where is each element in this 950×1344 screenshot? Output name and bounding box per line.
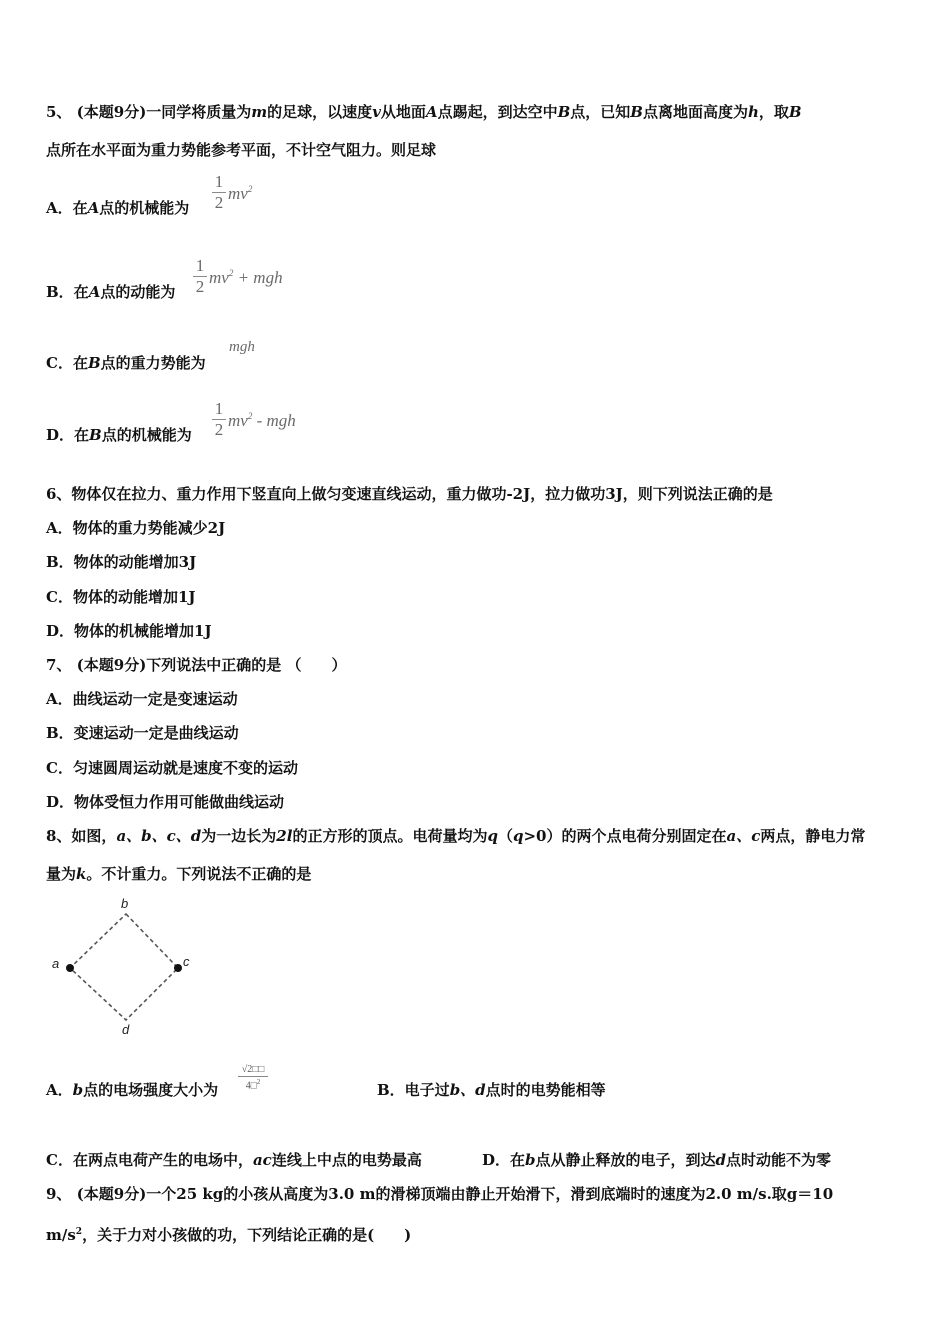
q8-option-b: B．电子过b、d点时的电势能相等 (377, 1081, 606, 1099)
vertex-label-b: b (121, 896, 129, 911)
q8-option-c: C．在两点电荷产生的电场中，ac连线上中点的电势最高 (46, 1151, 422, 1169)
charge-at-a (66, 964, 74, 972)
q7-option-c: C．匀速圆周运动就是速度不变的运动 (46, 759, 298, 777)
q8-stem-line1: 8、如图，a、b、c、d为一边长为2l的正方形的顶点。电荷量均为q（q>0）的两个点电荷分别固定在a、c两点，静电力常 (46, 827, 866, 845)
q5-option-d-expr: $mv^2$ - mgh (228, 411, 296, 430)
q6-option-d: D．物体的机械能增加1J (46, 622, 212, 640)
q5-option-a-expr: $mv^2$ (228, 184, 253, 203)
q5-option-d: D．在B点的机械能为 (46, 426, 192, 444)
q7-option-d: D．物体受恒力作用可能做曲线运动 (46, 793, 285, 811)
q5-option-b: B．在A点的动能为 (46, 283, 176, 301)
q7-stem: 7、 (本题9分)下列说法中正确的是 （ ） (46, 656, 347, 674)
q5-option-a: A．在A点的机械能为 (46, 199, 190, 217)
q6-option-b: B．物体的动能增加3J (46, 553, 197, 571)
q9-stem-line2: $m/s^2$，关于力对小孩做的功，下列结论正确的是( ) (46, 1226, 412, 1244)
vertex-label-a: a (52, 956, 60, 971)
vertex-label-c: c (183, 954, 190, 969)
q8-option-a: A．b点的电场强度大小为 (46, 1081, 219, 1099)
square-outline (70, 914, 178, 1020)
q6-stem: 6、物体仅在拉力、重力作用下竖直向上做匀变速直线运动，重力做功-2J，拉力做功3J，则下列说法正确的是 (46, 485, 773, 503)
square-charges-diagram (44, 892, 204, 1042)
q7-option-a: A．曲线运动一定是变速运动 (46, 690, 238, 708)
q6-option-a: A．物体的重力势能减少2J (46, 519, 226, 537)
q5-option-b-fraction: 1 2 (193, 257, 207, 296)
q5-option-d-fraction: 1 2 (212, 400, 226, 439)
q5-option-c-expr: mgh (229, 339, 255, 355)
q6-option-c: C．物体的动能增加1J (46, 588, 196, 606)
q8-option-a-fraction: √2□□ 4□$^2$ (236, 1064, 270, 1091)
q5-stem-line1: 5、 (本题9分)一同学将质量为m的足球，以速度v从地面A点踢起，到达空中B点，已知B点离地面高度为h，取B (46, 103, 802, 121)
charge-at-c (174, 964, 182, 972)
vertex-label-d: d (122, 1022, 130, 1037)
q5-stem-line2: 点所在水平面为重力势能参考平面，不计空气阻力。则足球 (46, 141, 437, 159)
q8-stem-line2: 量为k。不计重力。下列说法不正确的是 (46, 865, 312, 883)
q5-option-c: C．在B点的重力势能为 (46, 354, 206, 372)
q5-option-b-expr: $mv^2$ + mgh (209, 268, 283, 287)
q8-option-d: D．在b点从静止释放的电子，到达d点时动能不为零 (482, 1151, 832, 1169)
q5-option-a-fraction: 1 2 (212, 173, 226, 212)
q7-option-b: B．变速运动一定是曲线运动 (46, 724, 239, 742)
q9-stem-line1: 9、 (本题9分)一个25 kg的小孩从高度为3.0 m的滑梯顶端由静止开始滑下，滑到底端时的速度为2.0 m/s.取g＝10 (46, 1185, 834, 1203)
